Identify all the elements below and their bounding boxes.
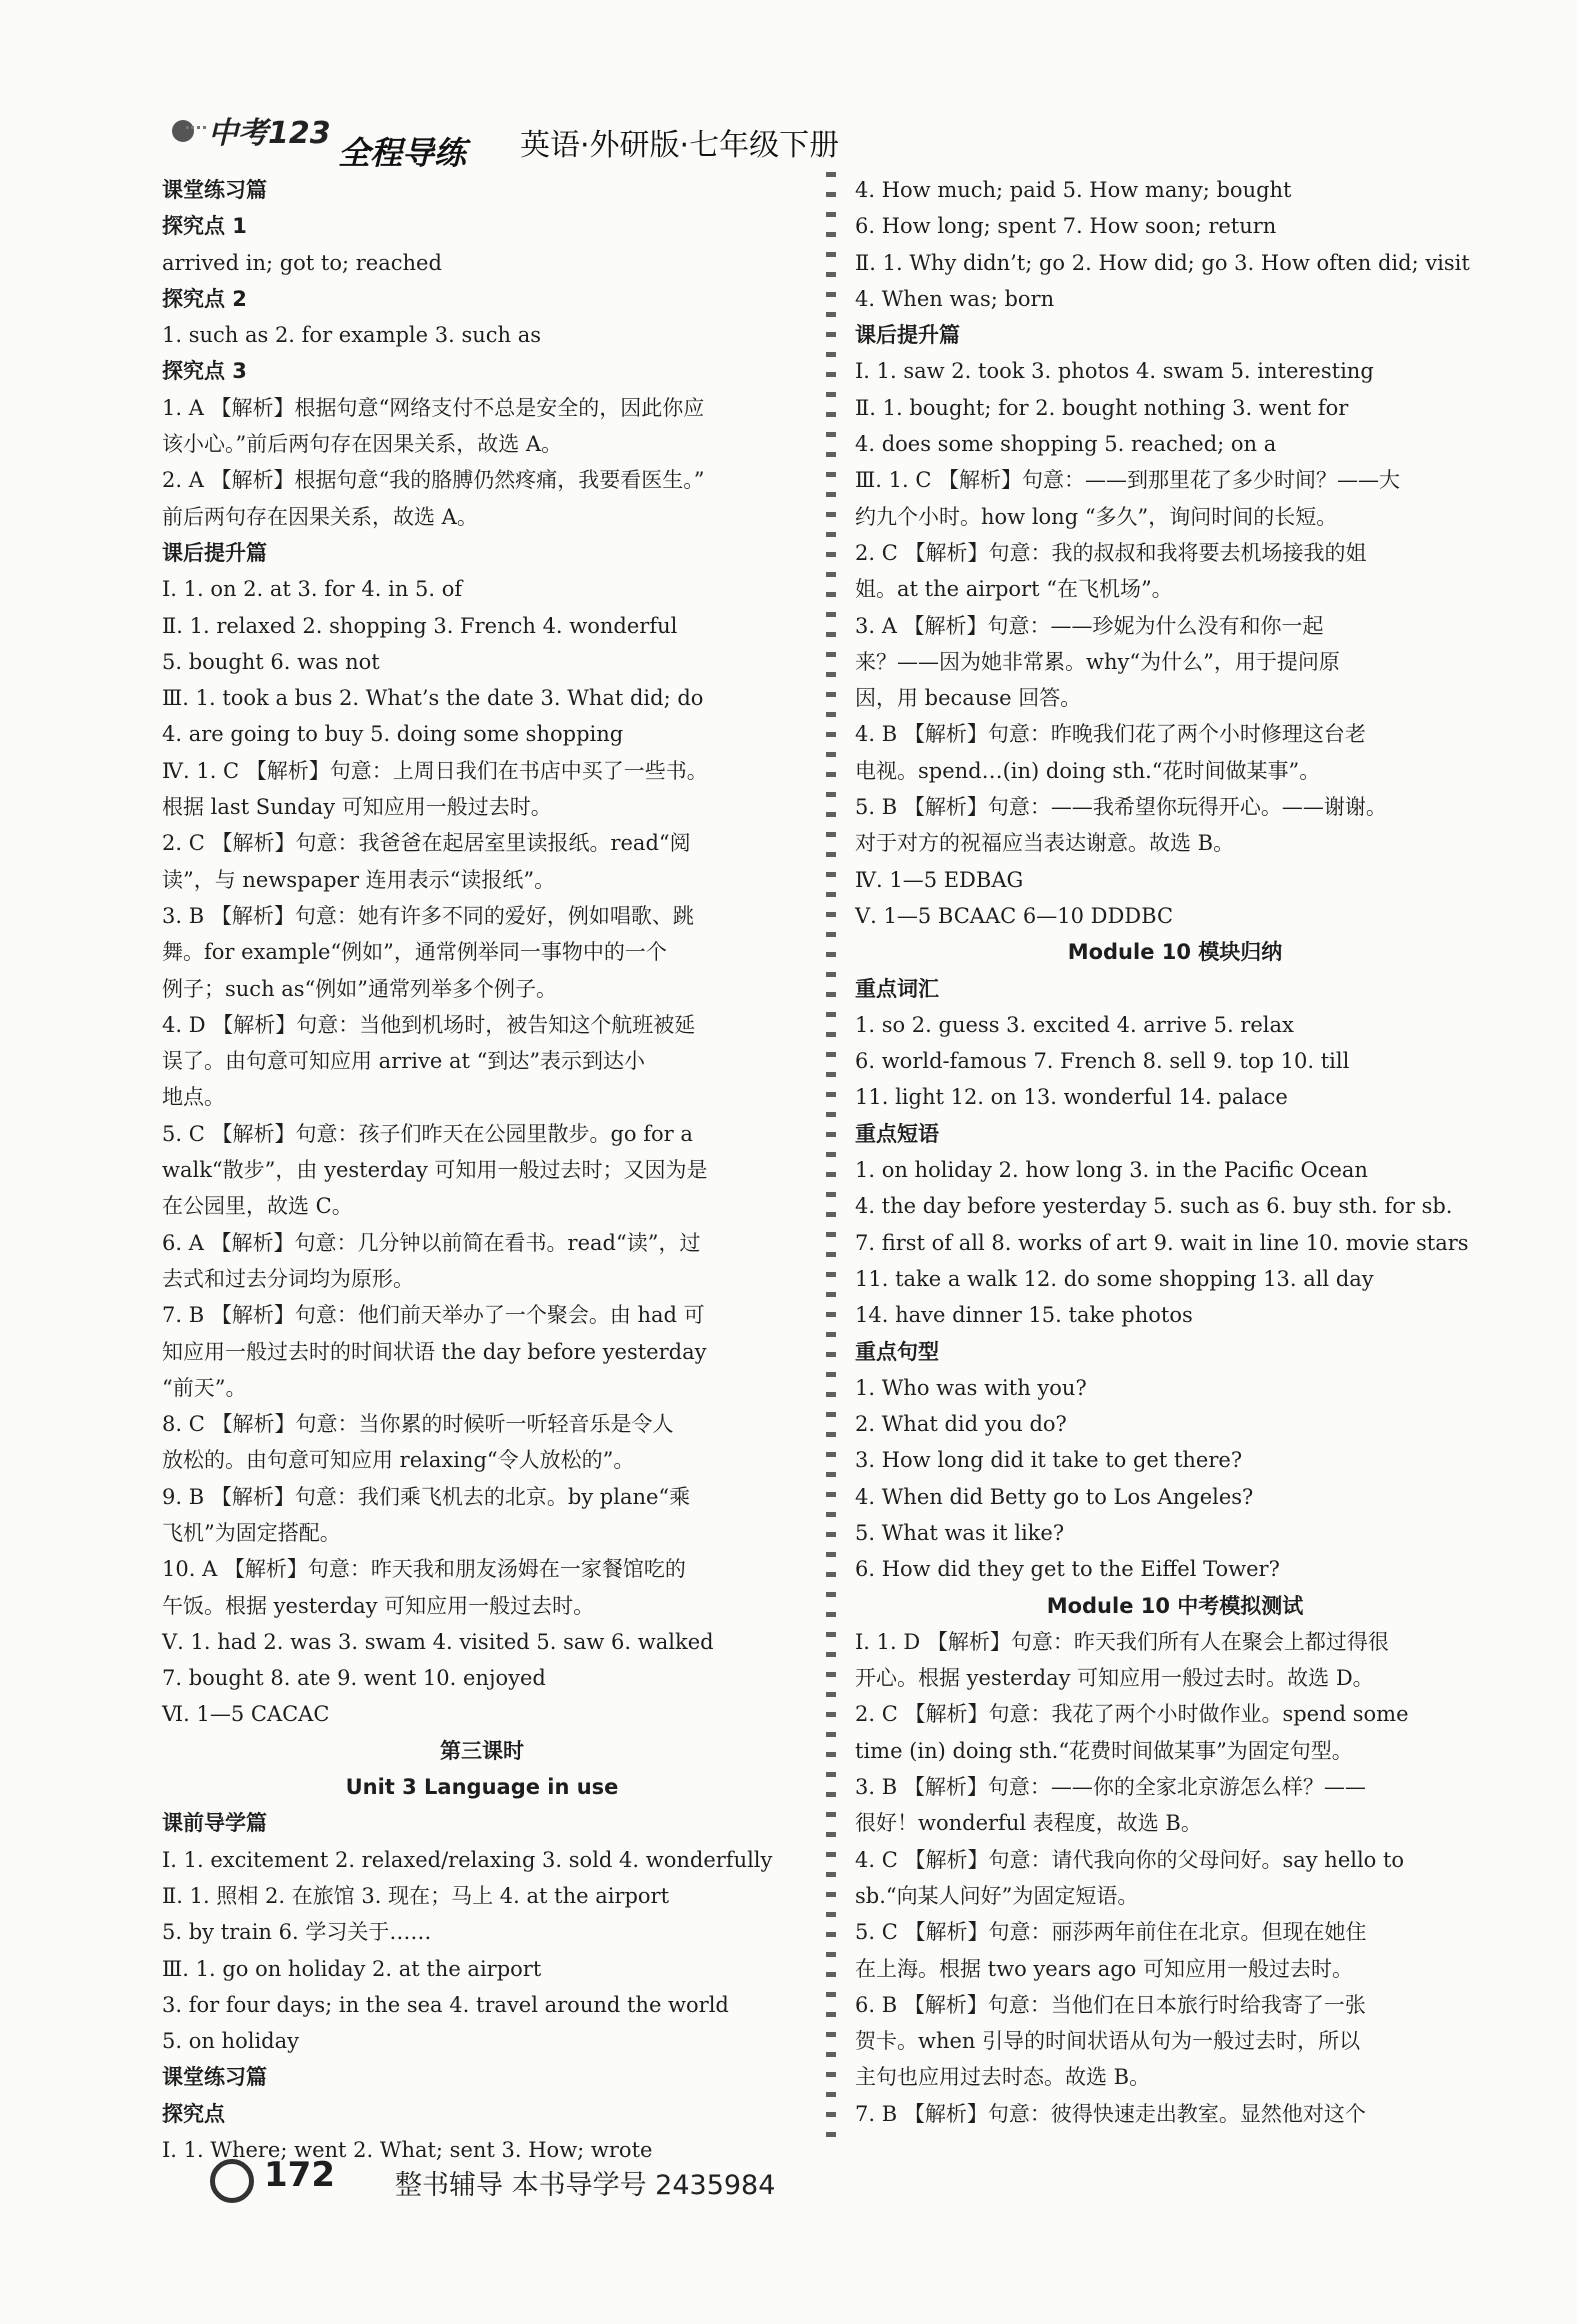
answer-line: 飞机”为固定搭配。 (162, 1520, 341, 1545)
answer-line: 读”，与 newspaper 连用表示“读报纸”。 (162, 867, 556, 892)
answer-line: Ⅳ. 1—5 EDBAG (855, 867, 1024, 892)
answer-line: 7. first of all 8. works of art 9. wait in line 10. movie stars (855, 1230, 1469, 1255)
answer-line: 放松的。由句意可知应用 relaxing“令人放松的”。 (162, 1448, 635, 1473)
answer-line: Ⅰ. 1. Where; went 2. What; sent 3. How; wrote (162, 2138, 653, 2163)
answer-line: 11. light 12. on 13. wonderful 14. palace (855, 1085, 1288, 1110)
answer-line: time (in) doing sth.“花费时间做某事”为固定句型。 (855, 1738, 1353, 1763)
section-heading: Module 10 中考模拟测试 (1046, 1593, 1304, 1618)
answer-line: sb.“向某人问好”为固定短语。 (855, 1883, 1139, 1908)
answer-line: 5. What was it like? (855, 1520, 1065, 1545)
answer-line: 3. How long did it take to get there? (855, 1448, 1243, 1473)
answer-line: 来？——因为她非常累。why“为什么”，用于提问原 (855, 649, 1340, 674)
answer-line: 7. bought 8. ate 9. went 10. enjoyed (162, 1666, 546, 1691)
answer-line: 6. B 【解析】句意：当他们在日本旅行时给我寄了一张 (855, 1992, 1366, 2017)
section-heading: 课前导学篇 (162, 1811, 267, 1836)
answer-line: 4. D 【解析】句意：当他到机场时，被告知这个航班被延 (162, 1012, 696, 1037)
answer-line: Ⅲ. 1. took a bus 2. What’s the date 3. What did; do (162, 686, 704, 711)
page-number: 172 (264, 2155, 335, 2195)
section-heading: 探究点 (162, 2101, 225, 2126)
answer-line: 6. A 【解析】句意：几分钟以前简在看书。read“读”，过 (162, 1230, 701, 1255)
answer-line: 前后两句存在因果关系，故选 A。 (162, 504, 478, 529)
answer-line: Ⅰ. 1. excitement 2. relaxed/relaxing 3. sold 4. wonderfully (162, 1847, 773, 1872)
answer-line: 3. B 【解析】句意：她有许多不同的爱好，例如唱歌、跳 (162, 903, 694, 928)
answer-line: 3. B 【解析】句意：——你的全家北京游怎么样？—— (855, 1775, 1366, 1800)
answer-line: 因，用 because 回答。 (855, 686, 1082, 711)
answer-line: 5. on holiday (162, 2029, 299, 2054)
answer-line: 5. C 【解析】句意：丽莎两年前住在北京。但现在她住 (855, 1920, 1367, 1945)
section-heading: 探究点 1 (162, 214, 247, 239)
section-heading: Unit 3 Language in use (345, 1775, 619, 1800)
answer-line: 1. on holiday 2. how long 3. in the Pacific Ocean (855, 1158, 1368, 1183)
answer-line: 该小心。”前后两句存在因果关系，故选 A。 (162, 432, 563, 457)
answer-line: 4. are going to buy 5. doing some shopping (162, 722, 624, 747)
answer-line: 6. How long; spent 7. How soon; return (855, 214, 1277, 239)
answer-line: 4. does some shopping 5. reached; on a (855, 432, 1277, 457)
answer-line: Ⅰ. 1. on 2. at 3. for 4. in 5. of (162, 577, 463, 602)
answer-line: 在上海。根据 two years ago 可知应用一般过去时。 (855, 1956, 1353, 1981)
answer-line: walk“散步”，由 yesterday 可知用一般过去时；又因为是 (162, 1158, 708, 1183)
answer-line: Ⅱ. 1. bought; for 2. bought nothing 3. went for (855, 395, 1349, 420)
answer-line: 8. C 【解析】句意：当你累的时候听一听轻音乐是令人 (162, 1412, 674, 1437)
answer-line: 5. B 【解析】句意：——我希望你玩得开心。——谢谢。 (855, 795, 1387, 820)
page-footer (210, 2155, 910, 2215)
answer-line: 2. What did you do? (855, 1412, 1067, 1437)
answer-line: Ⅱ. 1. relaxed 2. shopping 3. French 4. wonderful (162, 613, 678, 638)
answer-line: 5. C 【解析】句意：孩子们昨天在公园里散步。go for a (162, 1121, 693, 1146)
answer-line: 5. bought 6. was not (162, 649, 380, 674)
answer-column-left (162, 172, 802, 2168)
answer-line: 误了。由句意可知应用 arrive at “到达”表示到达小 (162, 1049, 646, 1074)
answer-line: Ⅵ. 1—5 CACAC (162, 1702, 330, 1727)
book-title: 英语·外研版·七年级下册 (520, 128, 840, 163)
answer-line: 3. A 【解析】句意：——珍妮为什么没有和你一起 (855, 613, 1324, 638)
section-heading: 课后提升篇 (162, 540, 267, 565)
answer-line: 午饭。根据 yesterday 可知应用一般过去时。 (162, 1593, 595, 1618)
answer-line: 14. have dinner 15. take photos (855, 1303, 1193, 1328)
answer-line: Ⅳ. 1. C 【解析】句意：上周日我们在书店中买了一些书。 (162, 758, 708, 783)
answer-line: Ⅰ. 1. D 【解析】句意：昨天我们所有人在聚会上都过得很 (855, 1629, 1389, 1654)
answer-line: 7. B 【解析】句意：他们前天举办了一个聚会。由 had 可 (162, 1303, 705, 1328)
section-heading: 课后提升篇 (855, 323, 960, 348)
answer-line: 5. by train 6. 学习关于…… (162, 1920, 432, 1945)
answer-line: Ⅱ. 1. Why didn’t; go 2. How did; go 3. How often did; visit (855, 250, 1470, 275)
answer-line: 电视。spend…(in) doing sth.“花时间做某事”。 (855, 758, 1321, 783)
section-heading: 课堂练习篇 (162, 178, 267, 202)
answer-line: 根据 last Sunday 可知应用一般过去时。 (162, 795, 552, 820)
answer-line: 知应用一般过去时的时间状语 the day before yesterday (162, 1339, 707, 1364)
column-divider (826, 172, 836, 2147)
section-heading: 重点词汇 (855, 976, 939, 1001)
answer-line: 1. A 【解析】根据句意“网络支付不总是安全的，因此你应 (162, 395, 705, 420)
answer-line: 约九个小时。how long “多久”，询问时间的长短。 (855, 504, 1338, 529)
answer-line: Ⅰ. 1. saw 2. took 3. photos 4. swam 5. interesting (855, 359, 1374, 384)
answer-column-right (855, 172, 1495, 2132)
answer-line: 3. for four days; in the sea 4. travel around the world (162, 1992, 729, 2017)
answer-line: 1. so 2. guess 3. excited 4. arrive 5. relax (855, 1012, 1294, 1037)
answer-line: 1. Who was with you? (855, 1375, 1087, 1400)
answer-line: 2. C 【解析】句意：我爸爸在起居室里读报纸。read“阅 (162, 831, 691, 856)
answer-line: 6. world-famous 7. French 8. sell 9. top 10. till (855, 1049, 1350, 1074)
answer-line: Ⅱ. 1. 照相 2. 在旅馆 3. 现在；马上 4. at the airport (162, 1883, 670, 1908)
section-heading: 探究点 2 (162, 286, 247, 311)
answer-line: Ⅴ. 1—5 BCAAC 6—10 DDDBC (855, 903, 1174, 928)
section-heading: Module 10 模块归纳 (1067, 940, 1283, 965)
page-header (150, 108, 990, 172)
answer-line: 开心。根据 yesterday 可知应用一般过去时。故选 D。 (855, 1666, 1374, 1691)
section-heading: 课堂练习篇 (162, 2065, 267, 2090)
answer-line: 4. When was; born (855, 286, 1055, 311)
answer-line: 去式和过去分词均为原形。 (162, 1266, 414, 1291)
answer-line: “前天”。 (162, 1375, 247, 1400)
footer-note: 整书辅导 本书导学号 2435984 (395, 2170, 776, 2201)
answer-line: 4. How much; paid 5. How many; bought (855, 178, 1292, 202)
answer-line: 2. A 【解析】根据句意“我的胳膊仍然疼痛，我要看医生。” (162, 468, 705, 493)
answer-line: 舞。for example“例如”，通常例举同一事物中的一个 (162, 940, 667, 965)
answer-line: 对于对方的祝福应当表达谢意。故选 B。 (855, 831, 1235, 856)
answer-line: 4. C 【解析】句意：请代我向你的父母问好。say hello to (855, 1847, 1405, 1872)
answer-line: Ⅲ. 1. C 【解析】句意：——到那里花了多少时间？——大 (855, 468, 1401, 493)
brand-name: 中考123 (208, 116, 331, 151)
answer-line: 10. A 【解析】句意：昨天我和朋友汤姆在一家餐馆吃的 (162, 1557, 686, 1582)
answer-line: 在公园里，故选 C。 (162, 1194, 353, 1219)
answer-line: 2. C 【解析】句意：我花了两个小时做作业。spend some (855, 1702, 1409, 1727)
answer-line: 地点。 (162, 1085, 225, 1110)
answer-line: Ⅴ. 1. had 2. was 3. swam 4. visited 5. saw 6. walked (162, 1629, 714, 1654)
answer-line: 4. the day before yesterday 5. such as 6. buy sth. for sb. (855, 1194, 1453, 1219)
answer-line: 2. C 【解析】句意：我的叔叔和我将要去机场接我的姐 (855, 540, 1367, 565)
answer-line: 9. B 【解析】句意：我们乘飞机去的北京。by plane“乘 (162, 1484, 691, 1509)
section-heading: 重点句型 (855, 1339, 939, 1364)
answer-line: 贺卡。when 引导的时间状语从句为一般过去时，所以 (855, 2029, 1361, 2054)
answer-line: 6. How did they get to the Eiffel Tower? (855, 1557, 1280, 1582)
answer-line: arrived in; got to; reached (162, 250, 442, 275)
answer-line: 4. B 【解析】句意：昨晚我们花了两个小时修理这台老 (855, 722, 1366, 747)
answer-line: 很好！wonderful 表程度，故选 B。 (855, 1811, 1202, 1836)
answer-line: 11. take a walk 12. do some shopping 13. all day (855, 1266, 1374, 1291)
answer-line: Ⅲ. 1. go on holiday 2. at the airport (162, 1956, 542, 1981)
logo-dots-icon (186, 126, 206, 139)
answer-line: 主句也应用过去时态。故选 B。 (855, 2065, 1151, 2090)
section-heading: 重点短语 (855, 1121, 939, 1146)
page-circle-icon (210, 2159, 254, 2203)
section-heading: 探究点 3 (162, 359, 247, 384)
section-heading: 第三课时 (440, 1738, 524, 1763)
answer-line: 7. B 【解析】句意：彼得快速走出教室。显然他对这个 (855, 2101, 1366, 2126)
brand-slogan: 全程导练 (338, 134, 467, 172)
answer-line: 4. When did Betty go to Los Angeles? (855, 1484, 1254, 1509)
answer-line: 例子；such as“例如”通常列举多个例子。 (162, 976, 558, 1001)
answer-line: 姐。at the airport “在飞机场”。 (855, 577, 1173, 602)
answer-line: 1. such as 2. for example 3. such as (162, 323, 542, 348)
